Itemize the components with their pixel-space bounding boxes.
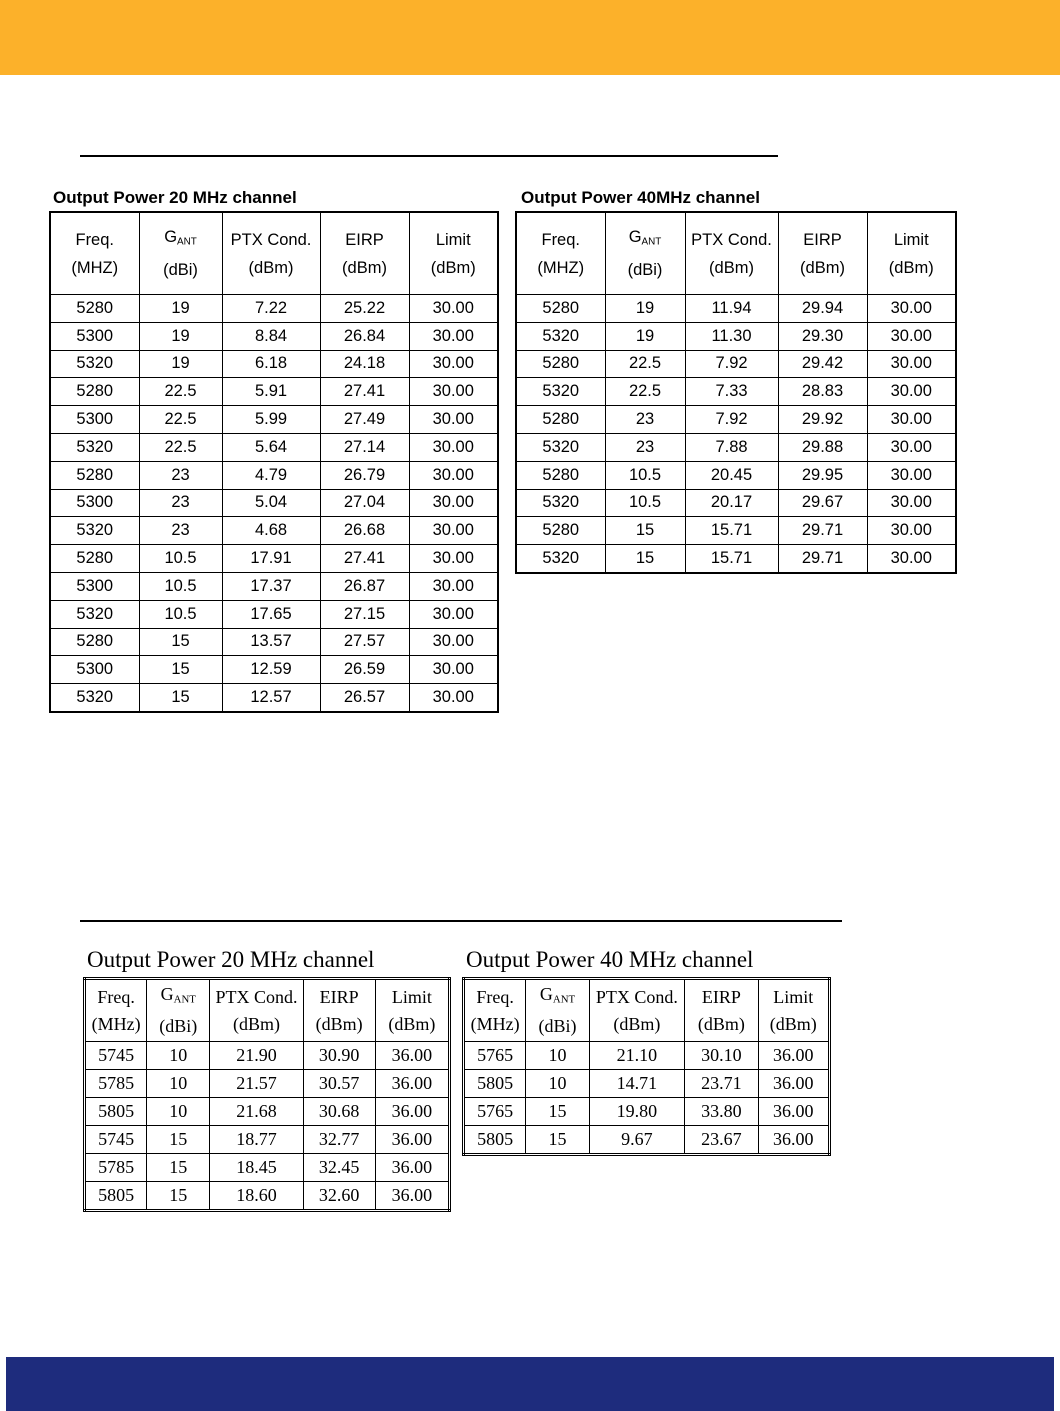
table-row — [516, 545, 956, 573]
table-cell: 26.84 — [320, 322, 409, 350]
table-cell: 19 — [139, 295, 222, 323]
table-cell: 10 — [526, 1042, 589, 1070]
table-caption-20mhz-high-band: Output Power 20 MHz channel — [87, 947, 375, 972]
table-cell: 36.00 — [758, 1070, 829, 1098]
table-cell: 5.04 — [222, 489, 320, 517]
table-cell: 19.80 — [589, 1098, 685, 1126]
table-cell: 30.00 — [867, 406, 956, 434]
header-bar — [0, 0, 1060, 75]
table-cell: 5320 — [516, 433, 605, 461]
table-cell: 33.80 — [685, 1098, 758, 1126]
section-rule-bottom — [80, 920, 842, 922]
table-cell: 30.00 — [409, 322, 498, 350]
table-row — [516, 461, 956, 489]
table-row — [50, 572, 498, 600]
table-row — [464, 1070, 830, 1098]
table-cell: 5320 — [50, 600, 139, 628]
table-row — [50, 461, 498, 489]
table-row — [85, 1182, 450, 1211]
table-cell: 36.00 — [375, 1182, 449, 1211]
table-cell: 21.57 — [210, 1070, 303, 1098]
table-cell: 15 — [526, 1098, 589, 1126]
output-power-40mhz-table-high-band — [462, 977, 831, 1156]
table-cell: 27.41 — [320, 545, 409, 573]
table-row — [50, 628, 498, 656]
table-cell: 5280 — [516, 461, 605, 489]
ptx-cond-header: PTX Cond. (dBm) — [685, 212, 778, 295]
table-cell: 18.60 — [210, 1182, 303, 1211]
table-cell: 12.57 — [222, 684, 320, 712]
table-cell: 15 — [147, 1182, 210, 1211]
table-cell: 29.42 — [778, 350, 867, 378]
footer-bar — [6, 1357, 1054, 1411]
table-cell: 30.00 — [867, 545, 956, 573]
table-cell: 32.45 — [303, 1154, 375, 1182]
table-cell: 5300 — [50, 406, 139, 434]
table-cell: 13.57 — [222, 628, 320, 656]
table-row — [516, 378, 956, 406]
table-row — [516, 433, 956, 461]
table-cell: 10.5 — [605, 461, 685, 489]
table-cell: 12.59 — [222, 656, 320, 684]
table-cell: 7.88 — [685, 433, 778, 461]
table-cell: 15 — [147, 1154, 210, 1182]
table-cell: 15 — [139, 628, 222, 656]
ptx-cond-header: PTX Cond. (dBm) — [210, 979, 303, 1042]
table-cell: 21.68 — [210, 1098, 303, 1126]
table-cell: 17.37 — [222, 572, 320, 600]
table-cell: 30.00 — [409, 295, 498, 323]
table-cell: 23 — [605, 406, 685, 434]
freq-header: Freq. (MHZ) — [516, 212, 605, 295]
table-cell: 5280 — [50, 545, 139, 573]
table-row — [50, 656, 498, 684]
table-row — [50, 600, 498, 628]
table-cell: 30.00 — [409, 684, 498, 712]
table-cell: 26.79 — [320, 461, 409, 489]
table-cell: 30.00 — [409, 600, 498, 628]
table-cell: 5805 — [85, 1182, 147, 1211]
table-cell: 15 — [526, 1126, 589, 1155]
table-cell: 5320 — [50, 517, 139, 545]
table-cell: 30.00 — [409, 545, 498, 573]
table-row — [464, 1042, 830, 1070]
table-cell: 23 — [139, 489, 222, 517]
table-cell: 30.00 — [409, 489, 498, 517]
table-cell: 21.10 — [589, 1042, 685, 1070]
table-cell: 30.00 — [867, 433, 956, 461]
table-cell: 15.71 — [685, 517, 778, 545]
table-cell: 4.79 — [222, 461, 320, 489]
table-cell: 5280 — [516, 350, 605, 378]
eirp-header: EIRP (dBm) — [303, 979, 375, 1042]
table-row — [516, 517, 956, 545]
table-cell: 30.90 — [303, 1042, 375, 1070]
table-cell: 30.00 — [409, 656, 498, 684]
table-cell: 10 — [147, 1098, 210, 1126]
table-cell: 26.87 — [320, 572, 409, 600]
table-cell: 11.30 — [685, 322, 778, 350]
table-cell: 26.68 — [320, 517, 409, 545]
table-cell: 5280 — [516, 295, 605, 323]
table-row — [50, 433, 498, 461]
table-cell: 5.91 — [222, 378, 320, 406]
table-row — [50, 684, 498, 712]
table-cell: 19 — [605, 295, 685, 323]
table-header-row — [516, 212, 956, 295]
table-cell: 5320 — [516, 322, 605, 350]
table-cell: 30.10 — [685, 1042, 758, 1070]
table-cell: 5320 — [50, 433, 139, 461]
limit-header: Limit (dBm) — [867, 212, 956, 295]
table-cell: 27.49 — [320, 406, 409, 434]
table-cell: 30.00 — [867, 378, 956, 406]
table-cell: 10.5 — [139, 600, 222, 628]
table-cell: 17.65 — [222, 600, 320, 628]
table-cell: 22.5 — [139, 406, 222, 434]
table-cell: 26.57 — [320, 684, 409, 712]
table-row — [50, 378, 498, 406]
output-power-20mhz-table-low-band — [49, 211, 499, 713]
table-cell: 7.22 — [222, 295, 320, 323]
table-cell: 21.90 — [210, 1042, 303, 1070]
table-cell: 27.04 — [320, 489, 409, 517]
table-cell: 20.17 — [685, 489, 778, 517]
table-cell: 5280 — [50, 378, 139, 406]
table-cell: 30.00 — [409, 461, 498, 489]
table-cell: 32.60 — [303, 1182, 375, 1211]
table-cell: 36.00 — [758, 1098, 829, 1126]
gant-header: $G_{ANT}$ (dBi) — [605, 212, 685, 295]
table-cell: 15 — [139, 684, 222, 712]
table-cell: 22.5 — [605, 350, 685, 378]
table-cell: 5300 — [50, 322, 139, 350]
table-cell: 5765 — [464, 1042, 526, 1070]
output-power-20mhz-table-high-band — [83, 977, 451, 1212]
table-cell: 22.5 — [139, 433, 222, 461]
table-cell: 14.71 — [589, 1070, 685, 1098]
table-cell: 30.00 — [409, 350, 498, 378]
limit-header: Limit (dBm) — [375, 979, 449, 1042]
table-cell: 11.94 — [685, 295, 778, 323]
table-cell: 19 — [139, 350, 222, 378]
table-cell: 27.41 — [320, 378, 409, 406]
table-cell: 5280 — [516, 406, 605, 434]
limit-header: Limit (dBm) — [758, 979, 829, 1042]
table-cell: 27.57 — [320, 628, 409, 656]
table-cell: 7.33 — [685, 378, 778, 406]
table-cell: 30.00 — [409, 378, 498, 406]
table-cell: 5805 — [464, 1126, 526, 1155]
table-row — [85, 1070, 450, 1098]
gant-header: $G_{ANT}$ (dBi) — [139, 212, 222, 295]
table-cell: 5320 — [50, 350, 139, 378]
table-row — [516, 489, 956, 517]
table-cell: 5320 — [50, 684, 139, 712]
table-row — [516, 406, 956, 434]
table-cell: 15 — [605, 545, 685, 573]
table-cell: 5805 — [464, 1070, 526, 1098]
ptx-cond-header: PTX Cond. (dBm) — [589, 979, 685, 1042]
table-cell: 15.71 — [685, 545, 778, 573]
table-row — [516, 295, 956, 323]
table-cell: 5.64 — [222, 433, 320, 461]
table-row — [85, 1042, 450, 1070]
table-cell: 18.77 — [210, 1126, 303, 1154]
table-cell: 19 — [605, 322, 685, 350]
table-cell: 23 — [139, 461, 222, 489]
output-power-40mhz-table-low-band — [515, 211, 957, 574]
table-cell: 5805 — [85, 1098, 147, 1126]
table-cell: 36.00 — [375, 1154, 449, 1182]
table-cell: 5785 — [85, 1070, 147, 1098]
table-cell: 20.45 — [685, 461, 778, 489]
eirp-header: EIRP (dBm) — [320, 212, 409, 295]
table-cell: 30.57 — [303, 1070, 375, 1098]
table-cell: 15 — [147, 1126, 210, 1154]
ptx-cond-header: PTX Cond. (dBm) — [222, 212, 320, 295]
table-cell: 10 — [147, 1042, 210, 1070]
table-row — [50, 517, 498, 545]
table-cell: 5280 — [50, 461, 139, 489]
table-row — [50, 489, 498, 517]
table-cell: 9.67 — [589, 1126, 685, 1155]
table-cell: 36.00 — [758, 1126, 829, 1155]
table-cell: 26.59 — [320, 656, 409, 684]
table-cell: 30.00 — [867, 489, 956, 517]
table-cell: 29.30 — [778, 322, 867, 350]
table-cell: 5280 — [50, 295, 139, 323]
table-cell: 18.45 — [210, 1154, 303, 1182]
table-row — [50, 545, 498, 573]
eirp-header: EIRP (dBm) — [778, 212, 867, 295]
table-header-row — [464, 979, 830, 1042]
table-cell: 15 — [605, 517, 685, 545]
table-cell: 30.68 — [303, 1098, 375, 1126]
table-cell: 23.67 — [685, 1126, 758, 1155]
table-row — [464, 1098, 830, 1126]
table-cell: 23.71 — [685, 1070, 758, 1098]
table-cell: 10 — [147, 1070, 210, 1098]
table-cell: 36.00 — [758, 1042, 829, 1070]
table-cell: 30.00 — [409, 517, 498, 545]
limit-header: Limit (dBm) — [409, 212, 498, 295]
table-cell: 5320 — [516, 545, 605, 573]
table-row — [50, 350, 498, 378]
table-cell: 6.18 — [222, 350, 320, 378]
table-cell: 19 — [139, 322, 222, 350]
section-rule-top — [80, 155, 778, 157]
table-cell: 27.15 — [320, 600, 409, 628]
table-cell: 5300 — [50, 572, 139, 600]
table-cell: 5745 — [85, 1126, 147, 1154]
table-cell: 27.14 — [320, 433, 409, 461]
table-caption-40mhz-high-band: Output Power 40 MHz channel — [466, 947, 754, 972]
table-row — [516, 350, 956, 378]
table-cell: 5745 — [85, 1042, 147, 1070]
table-cell: 36.00 — [375, 1042, 449, 1070]
table-cell: 4.68 — [222, 517, 320, 545]
table-cell: 22.5 — [605, 378, 685, 406]
table-cell: 30.00 — [409, 433, 498, 461]
table-row — [50, 406, 498, 434]
table-cell: 29.92 — [778, 406, 867, 434]
table-cell: 30.00 — [867, 295, 956, 323]
table-row — [85, 1098, 450, 1126]
table-cell: 28.83 — [778, 378, 867, 406]
table-cell: 29.71 — [778, 545, 867, 573]
table-cell: 5320 — [516, 378, 605, 406]
table-cell: 36.00 — [375, 1098, 449, 1126]
table-cell: 5280 — [516, 517, 605, 545]
table-cell: 23 — [605, 433, 685, 461]
table-cell: 10.5 — [139, 545, 222, 573]
freq-header: Freq. (MHZ) — [50, 212, 139, 295]
table-cell: 10.5 — [605, 489, 685, 517]
table-cell: 30.00 — [867, 322, 956, 350]
table-cell: 15 — [139, 656, 222, 684]
table-cell: 8.84 — [222, 322, 320, 350]
table-cell: 24.18 — [320, 350, 409, 378]
table-cell: 30.00 — [867, 517, 956, 545]
table-cell: 7.92 — [685, 350, 778, 378]
table-row — [464, 1126, 830, 1155]
table-cell: 29.67 — [778, 489, 867, 517]
table-cell: 36.00 — [375, 1070, 449, 1098]
table-cell: 5300 — [50, 489, 139, 517]
table-cell: 5320 — [516, 489, 605, 517]
freq-header: Freq. (MHz) — [85, 979, 147, 1042]
table-cell: 29.88 — [778, 433, 867, 461]
table-cell: 32.77 — [303, 1126, 375, 1154]
table-cell: 36.00 — [375, 1126, 449, 1154]
table-cell: 29.94 — [778, 295, 867, 323]
table-caption-20mhz-low-band: Output Power 20 MHz channel — [53, 188, 297, 207]
table-cell: 25.22 — [320, 295, 409, 323]
table-cell: 10.5 — [139, 572, 222, 600]
table-cell: 5300 — [50, 656, 139, 684]
table-row — [50, 295, 498, 323]
table-row — [85, 1154, 450, 1182]
eirp-header: EIRP (dBm) — [685, 979, 758, 1042]
table-row — [516, 322, 956, 350]
table-cell: 23 — [139, 517, 222, 545]
table-cell: 5765 — [464, 1098, 526, 1126]
table-cell: 5785 — [85, 1154, 147, 1182]
table-caption-40mhz-low-band: Output Power 40MHz channel — [521, 188, 760, 207]
table-cell: 10 — [526, 1070, 589, 1098]
gant-header: $G_{ANT}$ (dBi) — [526, 979, 589, 1042]
table-row — [50, 322, 498, 350]
table-cell: 30.00 — [867, 350, 956, 378]
freq-header: Freq. (MHz) — [464, 979, 526, 1042]
table-cell: 5280 — [50, 628, 139, 656]
table-cell: 29.95 — [778, 461, 867, 489]
table-cell: 22.5 — [139, 378, 222, 406]
table-cell: 5.99 — [222, 406, 320, 434]
table-cell: 30.00 — [867, 461, 956, 489]
table-cell: 30.00 — [409, 406, 498, 434]
table-cell: 29.71 — [778, 517, 867, 545]
table-cell: 7.92 — [685, 406, 778, 434]
table-cell: 30.00 — [409, 628, 498, 656]
table-cell: 30.00 — [409, 572, 498, 600]
table-header-row — [50, 212, 498, 295]
gant-header: $G_{ANT}$ (dBi) — [147, 979, 210, 1042]
table-row — [85, 1126, 450, 1154]
table-cell: 17.91 — [222, 545, 320, 573]
table-header-row — [85, 979, 450, 1042]
